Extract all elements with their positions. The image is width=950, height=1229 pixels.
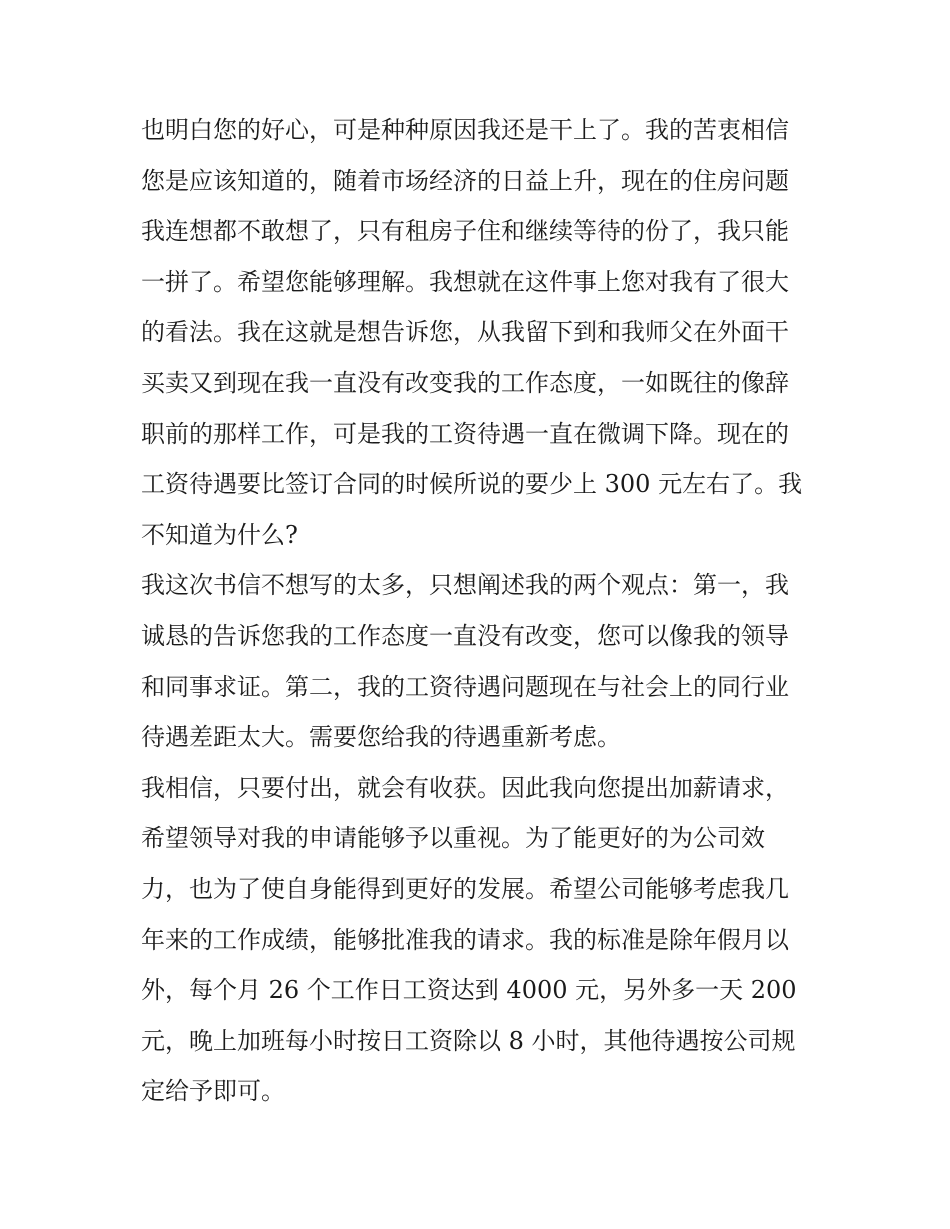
text-line: 和同事求证。第二，我的工资待遇问题现在与社会上的同行业: [141, 672, 789, 701]
text-line: 希望领导对我的申请能够予以重视。为了能更好的为公司效: [141, 824, 765, 853]
text-line: 诚恳的告诉您我的工作态度一直没有改变，您可以像我的领导: [141, 621, 789, 650]
text-line: 外，每个月 26 个工作日工资达到 4000 元，另外多一天 200: [141, 976, 797, 1005]
text-line: 元，晚上加班每小时按日工资除以 8 小时，其他待遇按公司规: [141, 1026, 796, 1055]
text-line: 您是应该知道的，随着市场经济的日益上升，现在的住房问题: [141, 166, 789, 195]
text-line: 买卖又到现在我一直没有改变我的工作态度，一如既往的像辞: [141, 368, 789, 397]
text-line: 定给予即可。: [141, 1077, 285, 1106]
text-line: 力，也为了使自身能得到更好的发展。希望公司能够考虑我几: [141, 874, 789, 903]
text-line: 的看法。我在这就是想告诉您，从我留下到和我师父在外面干: [141, 318, 789, 347]
letter-body: [141, 105, 821, 1117]
text-line: 也明白您的好心，可是种种原因我还是干上了。我的苦衷相信: [141, 116, 789, 144]
text-line: 工资待遇要比签订合同的时候所说的要少上 300 元左右了。我: [141, 470, 803, 499]
text-line: 年来的工作成绩，能够批准我的请求。我的标准是除年假月以: [141, 925, 789, 954]
text-line: 待遇差距太大。需要您给我的待遇重新考虑。: [141, 723, 621, 752]
text-line: 我连想都不敢想了，只有租房子住和继续等待的份了，我只能: [141, 217, 789, 246]
text-line: 职前的那样工作，可是我的工资待遇一直在微调下降。现在的: [141, 419, 789, 448]
text-line: 不知道为什么?: [141, 520, 298, 549]
text-line: 一拼了。希望您能够理解。我想就在这件事上您对我有了很大: [141, 267, 789, 296]
text-line: 我相信，只要付出，就会有收获。因此我向您提出加薪请求，: [141, 773, 789, 802]
text-line: 我这次书信不想写的太多，只想阐述我的两个观点：第一，我: [141, 571, 789, 600]
